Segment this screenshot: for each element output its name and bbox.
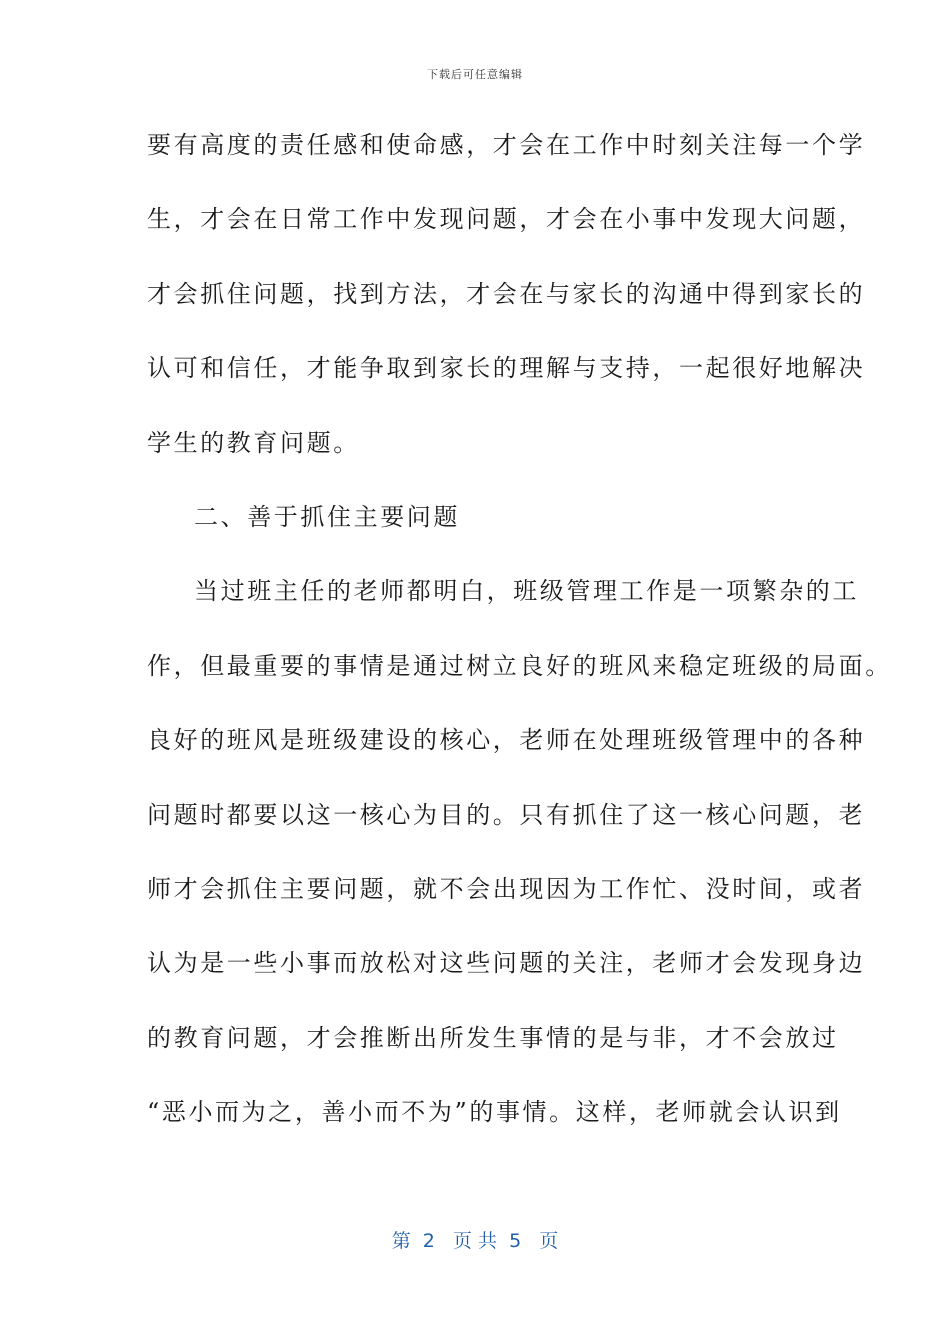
document-body [147,124,892,1165]
text-line: 认为是一些小事而放松对这些问题的关注，老师才会发现身边 [147,949,866,978]
page-number-footer: 第 2 页 共 5 页 [391,1230,559,1252]
section-heading: 二、善于抓住主要问题 [194,502,460,531]
text-line: “恶小而为之，善小而不为”的事情。这样，老师就会认识到 [147,1098,842,1127]
text-line: 学生的教育问题。 [147,428,360,457]
text-line: 生，才会在日常工作中发现问题，才会在小事中发现大问题， [147,205,866,234]
page-header: 下载后可任意编辑 [427,68,523,81]
text-line: 作，但最重要的事情是通过树立良好的班风来稳定班级的局面。 [147,651,892,680]
text-line: 的教育问题，才会推断出所发生事情的是与非，才不会放过 [147,1023,839,1052]
text-line: 问题时都要以这一核心为目的。只有抓住了这一核心问题，老 [147,800,866,829]
text-line: 师才会抓住主要问题，就不会出现因为工作忙、没时间，或者 [147,874,866,903]
text-line: 认可和信任，才能争取到家长的理解与支持，一起很好地解决 [147,354,866,383]
paragraph-first-line: 当过班主任的老师都明白，班级管理工作是一项繁杂的工 [194,577,859,606]
text-line: 良好的班风是班级建设的核心，老师在处理班级管理中的各种 [147,726,866,755]
text-line: 要有高度的责任感和使命感，才会在工作中时刻关注每一个学 [147,131,866,159]
text-line: 才会抓住问题，找到方法，才会在与家长的沟通中得到家长的 [147,279,866,308]
